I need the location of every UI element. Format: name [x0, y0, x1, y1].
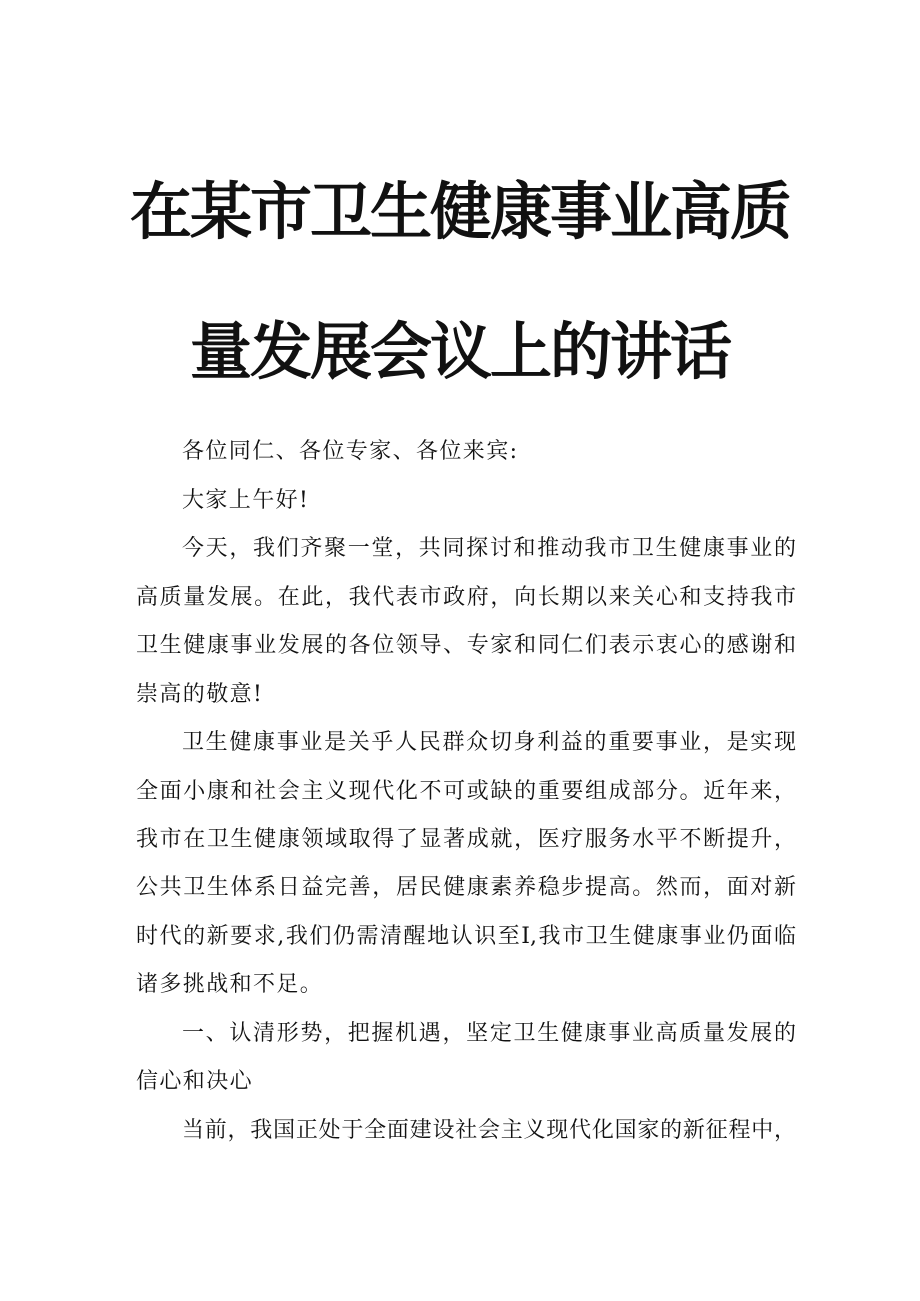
greeting-line: 大家上午好!	[182, 488, 310, 513]
paragraph-1-line-3: 卫生健康事业发展的各位领导、专家和同仁们表示衷心的感谢和	[136, 633, 796, 658]
paragraph-1-line-1: 今天，我们齐聚一堂，共同探讨和推动我市卫生健康事业的	[182, 536, 796, 561]
salutation-line: 各位同仁、各位专家、各位来宾:	[182, 439, 519, 464]
section-heading-line-1: 一、认清形势，把握机遇，坚定卫生健康事业高质量发展的	[182, 1021, 796, 1046]
paragraph-2-line-1: 卫生健康事业是关乎人民群众切身利益的重要事业，是实现	[182, 730, 796, 755]
paragraph-2-line-5: 时代的新要求,我们仍需清醒地认识至I,我市卫生健康事业仍面临	[136, 924, 796, 949]
section-heading-line-2: 信心和决心	[136, 1069, 254, 1094]
document-title-line-1: 在某市卫生健康事业高质	[129, 175, 790, 248]
paragraph-2-line-4: 公共卫生体系日益完善，居民健康素养稳步提高。然而，面对新	[136, 875, 796, 900]
paragraph-1-line-2: 高质量发展。在此，我代表市政府，向长期以来关心和支持我市	[136, 585, 796, 610]
paragraph-1-line-4: 崇高的敬意!	[136, 682, 264, 707]
paragraph-2-line-3: 我市在卫生健康领域取得了显著成就，医疗服务水平不断提升，	[136, 827, 796, 852]
paragraph-3-line-1: 当前，我国正处于全面建设社会主义现代化国家的新征程中，	[182, 1118, 796, 1143]
paragraph-2-line-2: 全面小康和社会主义现代化不可或缺的重要组成部分。近年来，	[136, 779, 796, 804]
document-title-line-2: 量发展会议上的讲话	[189, 315, 730, 388]
paragraph-2-line-6: 诸多挑战和不足。	[136, 972, 324, 997]
